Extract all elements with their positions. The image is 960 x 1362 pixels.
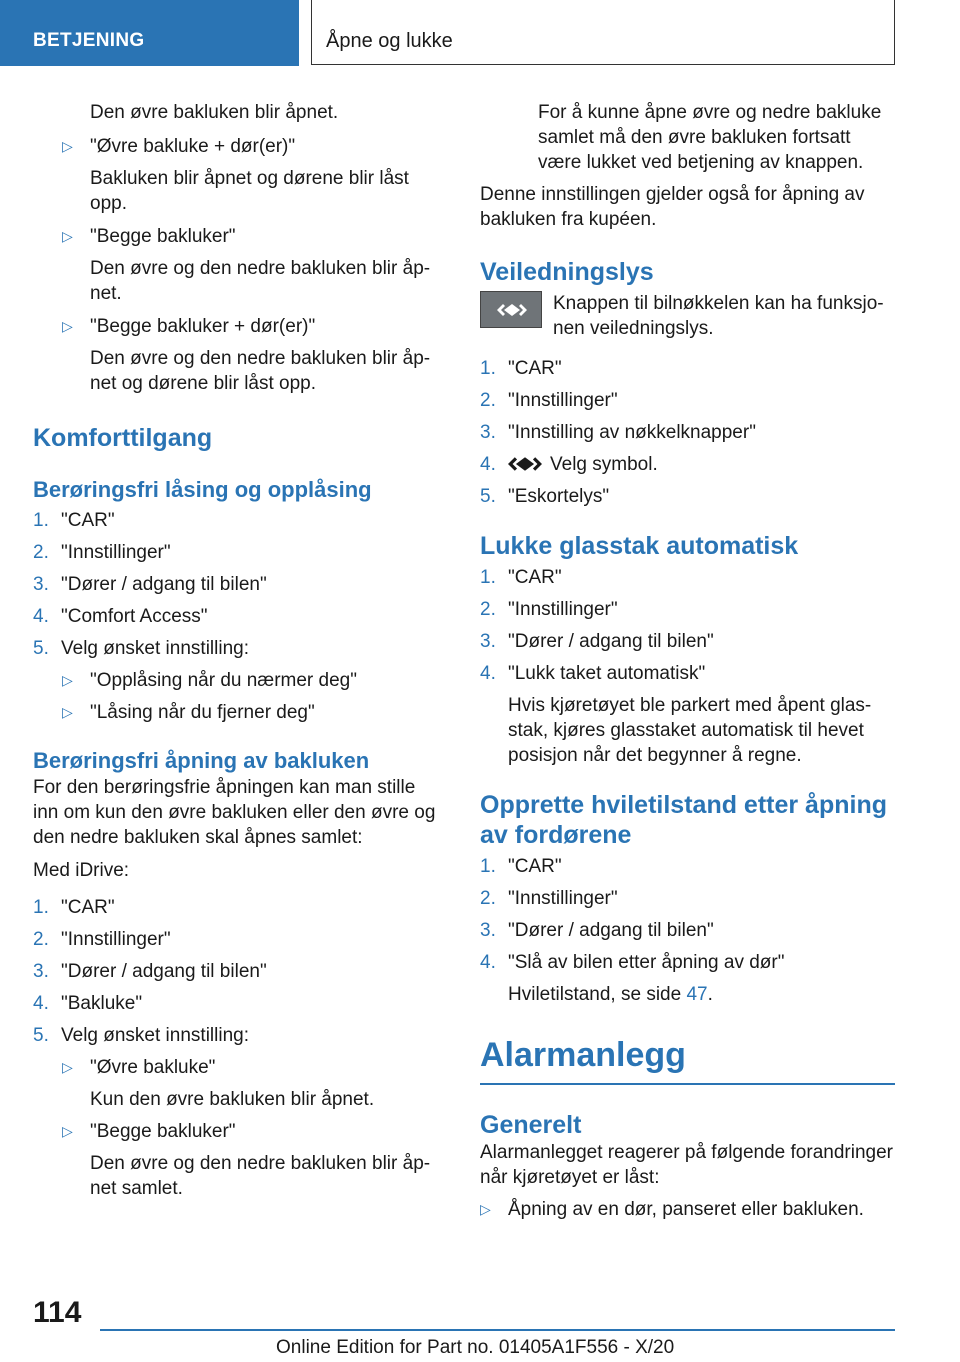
step-text: "CAR" bbox=[508, 567, 562, 588]
list-item bbox=[480, 886, 895, 911]
key-button-image bbox=[480, 291, 542, 328]
step-text: "CAR" bbox=[508, 856, 562, 877]
rest-note-suffix: . bbox=[707, 984, 713, 1005]
step-number: 4. bbox=[33, 993, 49, 1014]
general-paragraph: Alarmanlegget reagerer på følgende forandringer når kjøretøyet er låst: bbox=[480, 1141, 893, 1188]
step-text: "Bakluke" bbox=[61, 993, 143, 1014]
step-text: "Dører / adgang til bilen" bbox=[508, 631, 714, 652]
idrive-label: Med iDrive: bbox=[33, 860, 130, 881]
footer-edition: Online Edition for Part no. 01405A1F556 - X/20 bbox=[276, 1337, 675, 1358]
list-item bbox=[33, 927, 445, 952]
step-number: 3. bbox=[33, 574, 49, 595]
roof-note: Hvis kjøretøyet ble parkert med åpent glas-stak, kjøres glasstaket automatisk til hevet posisjon når det begynner å regne. bbox=[508, 695, 872, 766]
step-text: "Slå av bilen etter åpning av dør" bbox=[508, 952, 785, 973]
step-number: 2. bbox=[480, 599, 496, 620]
list-item bbox=[33, 991, 445, 1016]
step-number: 1. bbox=[33, 510, 49, 531]
step-text: "Innstillinger" bbox=[508, 599, 618, 620]
step-number: 3. bbox=[33, 961, 49, 982]
heading-rest: Opprette hviletilstand etter åpning av fordørene bbox=[480, 791, 887, 849]
header-section: BETJENING bbox=[33, 30, 145, 51]
header-chapter-box bbox=[311, 0, 895, 65]
step-number: 2. bbox=[33, 542, 49, 563]
list-item bbox=[480, 452, 895, 477]
heading-lock: Berøringsfri låsing og opplåsing bbox=[33, 477, 372, 502]
step-number: 2. bbox=[480, 390, 496, 411]
intro-text: Den øvre bakluken blir åpnet. bbox=[90, 102, 339, 123]
step-text: "Innstillinger" bbox=[61, 542, 171, 563]
list-item bbox=[480, 661, 895, 686]
header-section-tab bbox=[0, 0, 299, 66]
list-item bbox=[480, 388, 895, 413]
heading-alarm: Alarmanlegg bbox=[480, 1036, 686, 1074]
bullet-item bbox=[33, 224, 445, 249]
bullet-label: "Låsing når du fjerner deg" bbox=[90, 702, 315, 723]
step-number: 3. bbox=[480, 422, 496, 443]
left-column bbox=[33, 100, 445, 1201]
step-text: "CAR" bbox=[508, 358, 562, 379]
triangle-right-outline-icon: ▷ bbox=[62, 1123, 73, 1139]
list-item bbox=[480, 950, 895, 975]
bullet-label: "Øvre bakluke + dør(er)" bbox=[90, 136, 296, 157]
list-item bbox=[33, 959, 445, 984]
intro-indented-note: For å kunne åpne øvre og nedre bakluke samlet må den øvre bakluken fortsatt være lukket ved betjening av knappen. bbox=[538, 102, 882, 173]
list-item bbox=[33, 508, 445, 533]
guide-text: Knappen til bilnøkkelen kan ha funksjo-nen veiledningslys. bbox=[553, 293, 884, 339]
triangle-right-outline-icon: ▷ bbox=[62, 228, 73, 244]
step-number: 5. bbox=[33, 1025, 49, 1046]
step-number: 1. bbox=[33, 897, 49, 918]
list-item bbox=[480, 918, 895, 943]
triangle-right-outline-icon: ▷ bbox=[480, 1200, 491, 1217]
triangle-right-outline-icon: ▷ bbox=[62, 138, 73, 154]
list-item bbox=[480, 484, 895, 509]
step-number: 1. bbox=[480, 856, 496, 877]
bullet-text: Den øvre og den nedre bakluken blir åp-net og dørene blir låst opp. bbox=[90, 348, 431, 394]
bullet-label: "Begge bakluker" bbox=[90, 1121, 236, 1142]
step-text: "CAR" bbox=[61, 510, 115, 531]
intro-paragraph: Denne innstillingen gjelder også for åpning av bakluken fra kupéen. bbox=[480, 184, 865, 230]
step-number: 1. bbox=[480, 567, 496, 588]
bullet-text: Den øvre og den nedre bakluken blir åp-net. bbox=[90, 258, 431, 304]
page-reference-link[interactable]: 47 bbox=[686, 984, 708, 1005]
step-text: "Dører / adgang til bilen" bbox=[61, 961, 267, 982]
list-item bbox=[480, 629, 895, 654]
header-chapter: Åpne og lukke bbox=[326, 30, 453, 52]
list-item bbox=[480, 356, 895, 381]
triangle-right-outline-icon: ▷ bbox=[62, 672, 73, 688]
step-number: 2. bbox=[33, 929, 49, 950]
trunk-paragraph: For den berøringsfrie åpningen kan man stille inn om kun den øvre bakluken eller den øvre og den nedre bakluken skal åpnes samlet: bbox=[33, 777, 436, 848]
bullet-label: "Opplåsing når du nærmer deg" bbox=[90, 670, 357, 691]
bullet-item bbox=[33, 668, 445, 693]
step-text: "Dører / adgang til bilen" bbox=[61, 574, 267, 595]
heading-general: Generelt bbox=[480, 1110, 582, 1139]
list-item bbox=[480, 420, 895, 445]
list-item bbox=[33, 1023, 445, 1048]
step-text: "CAR" bbox=[61, 897, 115, 918]
step-text: "Lukk taket automatisk" bbox=[508, 663, 706, 684]
step-text: "Innstillinger" bbox=[508, 390, 618, 411]
heading-roof: Lukke glasstak automatisk bbox=[480, 532, 799, 560]
step-text: Velg ønsket innstilling: bbox=[61, 1025, 249, 1046]
list-item bbox=[480, 854, 895, 879]
step-number: 3. bbox=[480, 631, 496, 652]
list-item bbox=[33, 895, 445, 920]
triangle-right-outline-icon: ▷ bbox=[62, 704, 73, 720]
guide-light-block bbox=[480, 291, 895, 341]
rest-note bbox=[480, 982, 895, 1007]
bullet-label: "Begge bakluker" bbox=[90, 226, 236, 247]
list-item bbox=[33, 636, 445, 661]
heading-guide-light: Veiledningslys bbox=[480, 258, 654, 286]
guide-light-diamond-icon bbox=[508, 457, 542, 471]
step-text: "Comfort Access" bbox=[61, 606, 208, 627]
triangle-right-outline-icon: ▷ bbox=[62, 318, 73, 334]
bullet-label: "Begge bakluker + dør(er)" bbox=[90, 316, 316, 337]
step-text: "Innstillinger" bbox=[508, 888, 618, 909]
footer-rule bbox=[100, 1329, 895, 1331]
bullet-item bbox=[33, 1055, 445, 1080]
bullet-label: Åpning av en dør, panseret eller bakluken. bbox=[508, 1198, 864, 1220]
guide-light-diamond-icon bbox=[497, 304, 527, 316]
list-item bbox=[33, 540, 445, 565]
step-number: 5. bbox=[33, 638, 49, 659]
bullet-item bbox=[33, 700, 445, 725]
bullet-item bbox=[33, 1119, 445, 1144]
step-text: "Innstillinger" bbox=[61, 929, 171, 950]
step-number: 4. bbox=[480, 454, 496, 475]
page-number: 114 bbox=[33, 1296, 82, 1329]
bullet-item bbox=[33, 134, 445, 159]
step-number: 4. bbox=[33, 606, 49, 627]
heading-trunk: Berøringsfri åpning av bakluken bbox=[33, 748, 370, 773]
heading-comfort: Komforttilgang bbox=[33, 424, 213, 452]
step-number: 4. bbox=[480, 952, 496, 973]
bullet-item bbox=[480, 1197, 895, 1222]
step-number: 2. bbox=[480, 888, 496, 909]
bullet-text: Kun den øvre bakluken blir åpnet. bbox=[90, 1089, 375, 1110]
right-column bbox=[480, 100, 895, 1222]
bullet-text: Bakluken blir åpnet og dørene blir låst opp. bbox=[90, 168, 409, 214]
bullet-item bbox=[33, 314, 445, 339]
list-item bbox=[480, 597, 895, 622]
list-item bbox=[33, 604, 445, 629]
step-text: Velg symbol. bbox=[550, 454, 658, 475]
rest-note-prefix: Hviletilstand, se side bbox=[508, 984, 687, 1005]
list-item bbox=[33, 572, 445, 597]
step-text: "Innstilling av nøkkelknapper" bbox=[508, 422, 756, 443]
step-number: 5. bbox=[480, 486, 496, 507]
bullet-text: Den øvre og den nedre bakluken blir åp-net samlet. bbox=[90, 1153, 431, 1199]
step-number: 1. bbox=[480, 358, 496, 379]
step-number: 3. bbox=[480, 920, 496, 941]
triangle-right-outline-icon: ▷ bbox=[62, 1059, 73, 1075]
list-item bbox=[480, 565, 895, 590]
step-text: "Dører / adgang til bilen" bbox=[508, 920, 714, 941]
bullet-label: "Øvre bakluke" bbox=[90, 1057, 216, 1078]
step-text: "Eskortelys" bbox=[508, 486, 610, 507]
step-number: 4. bbox=[480, 663, 496, 684]
step-text: Velg ønsket innstilling: bbox=[61, 638, 249, 659]
